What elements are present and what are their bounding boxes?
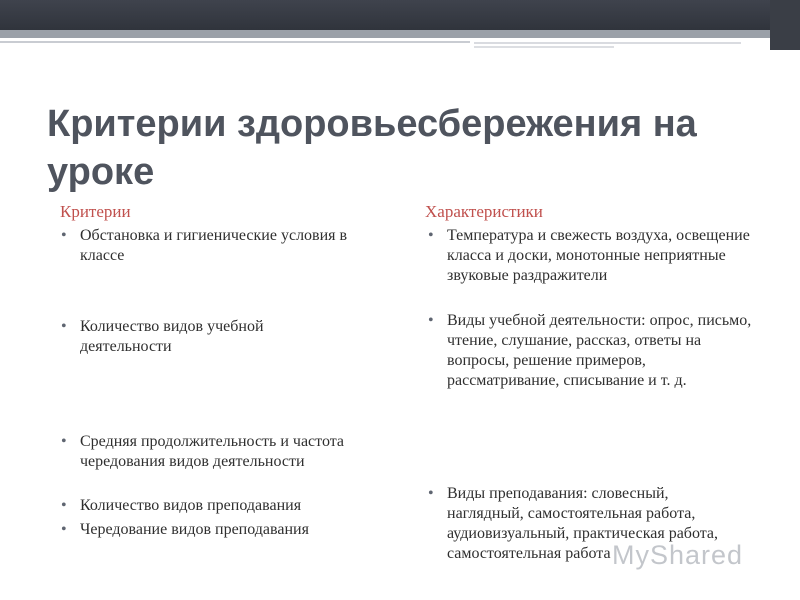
- bullet-icon: •: [61, 521, 67, 538]
- right-bullet-text: Температура и свежесть воздуха, освещение класса и доски, монотонные неприятные звуковые раздражители: [447, 227, 750, 284]
- watermark-logo: MyShared: [612, 540, 744, 570]
- top-right-decor-block: [770, 0, 800, 50]
- decor-line: [474, 46, 614, 48]
- right-bullet-text: Виды преподавания: словесный, наглядный, самостоятельная работа, аудиовизуальный, практическая работа, самостоятельная работа: [447, 485, 719, 562]
- left-column-header: Критерии: [60, 202, 131, 221]
- left-bullet-text: Чередование видов преподавания: [80, 521, 309, 538]
- left-bullet-text: Средняя продолжительность и частота чередования видов деятельности: [80, 433, 345, 470]
- bullet-icon: •: [61, 433, 67, 450]
- top-decor-stripe: [0, 30, 800, 38]
- decor-line: [0, 41, 470, 43]
- title-text-tail: а: [675, 103, 697, 145]
- title-text-bold: здоровьесбережения н: [237, 103, 676, 145]
- right-column-header: Характеристики: [425, 202, 543, 221]
- right-bullet-item: [428, 311, 755, 391]
- bullet-icon: •: [61, 318, 67, 335]
- bullet-icon: •: [428, 312, 434, 329]
- left-bullet-item: [61, 496, 400, 516]
- left-bullet-item: [61, 432, 370, 472]
- top-decor-band: [0, 0, 800, 30]
- bullet-icon: •: [428, 485, 434, 502]
- bullet-icon: •: [61, 497, 67, 514]
- left-bullet-item: [61, 520, 400, 540]
- right-bullet-item: [428, 226, 752, 286]
- right-bullet-text: Виды учебной деятельности: опрос, письмо, чтение, слушание, рассказ, ответы на вопросы, решение примеров, рассматривание, списывание и т. д.: [447, 312, 752, 389]
- bullet-icon: •: [61, 227, 67, 244]
- bullet-icon: •: [428, 227, 434, 244]
- slide-title: [47, 100, 747, 196]
- left-bullet-text: Обстановка и гигиенические условия в классе: [80, 227, 348, 264]
- title-text-line2: уроке: [47, 151, 155, 193]
- title-text-regular: Критерии: [47, 103, 237, 145]
- left-bullet-text: Количество видов учебной деятельности: [80, 318, 264, 355]
- left-bullet-item: [61, 317, 340, 357]
- left-bullet-item: [61, 226, 365, 266]
- decor-line: [474, 42, 741, 44]
- left-bullet-text: Количество видов преподавания: [80, 497, 302, 514]
